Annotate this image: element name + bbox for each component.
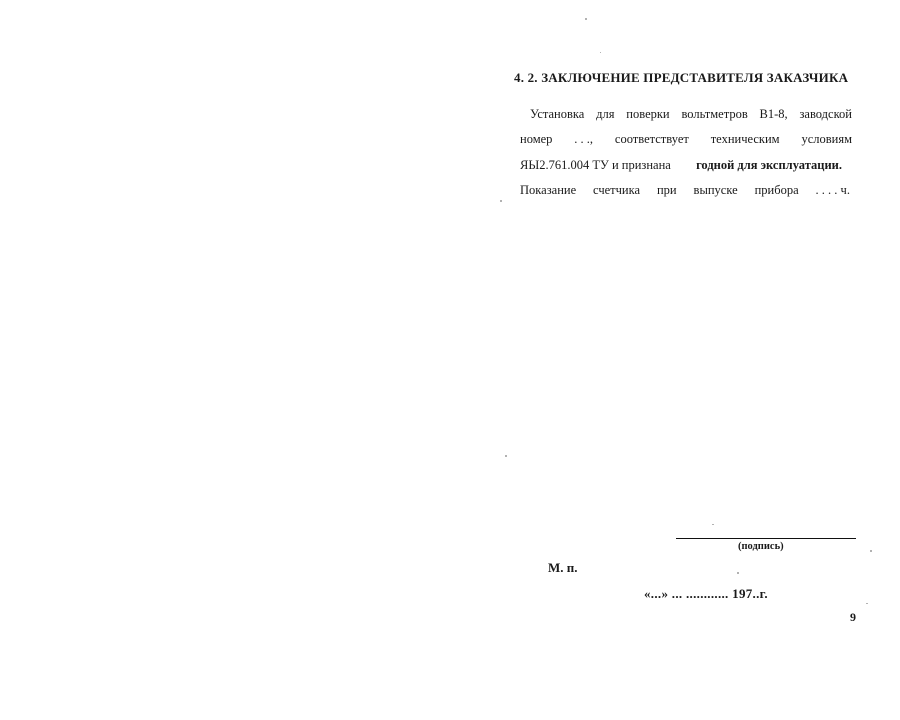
- scan-speck: [500, 200, 502, 202]
- word: техническим: [710, 132, 780, 146]
- conclusion-line-2: [520, 132, 852, 147]
- scan-speck: [737, 572, 739, 574]
- signature-line: [676, 538, 856, 539]
- date-field: «...» ... ............ 197..г.: [644, 586, 768, 601]
- stamp-place-label: М. п.: [548, 560, 578, 575]
- scan-speck: [585, 18, 587, 20]
- word: . . . . ч.: [815, 183, 850, 197]
- word: прибора: [754, 183, 799, 197]
- word: В1-8,: [759, 107, 788, 121]
- word: вольтметров: [681, 107, 748, 121]
- word: заводской: [799, 107, 852, 121]
- scan-speck: [600, 52, 601, 53]
- conclusion-line-3: [520, 158, 842, 173]
- line-text-bold: годной для эксплуатации.: [696, 158, 842, 172]
- scan-speck: [870, 550, 872, 552]
- page-number: 9: [850, 610, 856, 624]
- section-heading: 4. 2. ЗАКЛЮЧЕНИЕ ПРЕДСТАВИТЕЛЯ ЗАКАЗЧИКА: [514, 70, 849, 85]
- word: счетчика: [593, 183, 641, 197]
- signature-caption: (подпись): [738, 541, 784, 552]
- word: Показание: [520, 183, 577, 197]
- word: для: [596, 107, 615, 121]
- scan-speck: [505, 455, 507, 457]
- word: выпуске: [693, 183, 738, 197]
- scan-speck: [866, 603, 868, 604]
- word: Установка: [530, 107, 585, 121]
- word: при: [656, 183, 677, 197]
- word: соответствует: [614, 132, 689, 146]
- word: поверки: [626, 107, 670, 121]
- word: . . .,: [574, 132, 594, 146]
- conclusion-line-1: [530, 107, 852, 122]
- line-text: ЯЫ2.761.004 ТУ и признана: [520, 158, 671, 172]
- word: номер: [520, 132, 553, 146]
- scan-speck: [712, 524, 714, 525]
- word: условиям: [801, 132, 852, 146]
- conclusion-line-4: [520, 183, 850, 198]
